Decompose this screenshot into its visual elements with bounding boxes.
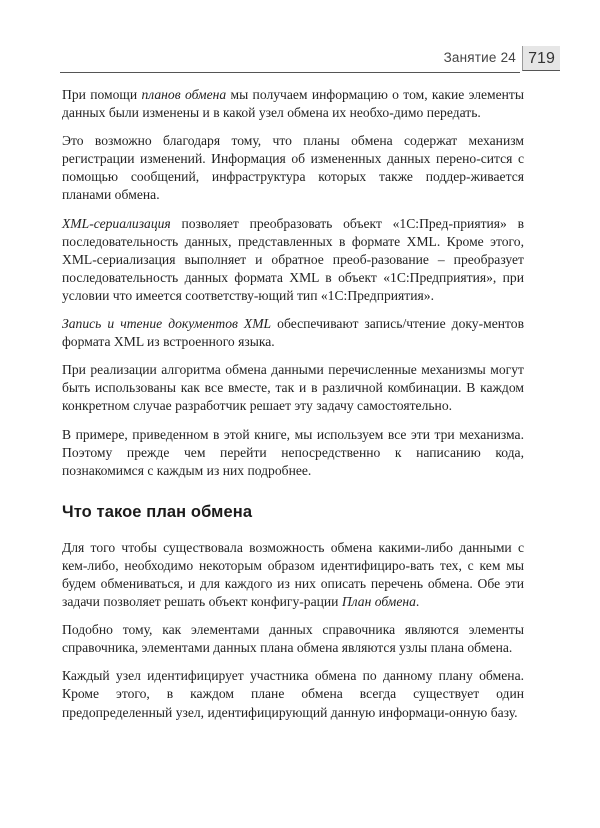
term-xml-serialization: XML-сериализация [62, 215, 171, 231]
paragraph: Это возможно благодаря тому, что планы обмена содержат механизм регистрации изменений. Информация об измененных данных перено-сится с помощью сообщений, инфраструктура которых также поддер-живается планами обмена. [62, 133, 524, 203]
section-heading: Что такое план обмена [62, 502, 253, 521]
page-content [62, 86, 524, 732]
paragraph-text: мы получаем информацию о том, какие элементы данных были изменены и в какой узел обмена их необхо-димо передать. [62, 87, 524, 121]
term-xml-read-write: Запись и чтение документов XML [62, 316, 272, 332]
page-number: 719 [522, 46, 560, 71]
paragraph-text: обеспечивают запись/чтение доку-ментов формата XML из встроенного языка. [62, 316, 524, 350]
paragraph [62, 86, 524, 122]
term-exchange-plan: План обмена [341, 594, 416, 610]
paragraph: Каждый узел идентифицирует участника обмена по данному плану обмена. Кроме этого, в каждом плане обмена всегда существует один предопределенный узел, идентифицирующий данную информаци-онную базу. [62, 668, 524, 720]
paragraph [62, 539, 524, 611]
term-exchange-plans: планов обмена [141, 87, 227, 102]
paragraph-text: . [415, 594, 420, 610]
paragraph-text: При помощи [62, 87, 142, 102]
page-header [60, 46, 560, 76]
paragraph: При реализации алгоритма обмена данными перечисленные механизмы могут быть использованы как все вместе, так и в различной комбинации. В каждом конкретном случае разработчик решает эту задачу самостоятельно. [62, 362, 524, 414]
paragraph-text: позволяет преобразовать объект «1С:Пред-приятия» в последовательность данных, представленных в формате XML. Кроме этого, XML-сериализация выполняет и обратное преоб-разование – преобразует последовательность данных формата XML в объект «1С:Предприятия», при условии что имеется соответству-ющий тип «1С:Предприятия». [62, 215, 524, 303]
paragraph: Подобно тому, как элементами данных справочника являются элементы справочника, элементами данных плана обмена являются узлы плана обмена. [62, 622, 524, 656]
paragraph [62, 215, 524, 305]
chapter-label: Занятие 24 [443, 50, 516, 65]
paragraph-text: Для того чтобы существовала возможность обмена какими-либо данными с кем-либо, необходимо некоторым образом идентифициро-вать тех, с кем мы будем обмениваться, и для каждого из них описать перечень обмена. Обе эти задачи позволяет решать объект конфигу-рации [62, 539, 524, 610]
paragraph [62, 315, 524, 351]
header-rule [60, 72, 520, 73]
paragraph: В примере, приведенном в этой книге, мы используем все эти три механизма. Поэтому прежде чем перейти непосредственно к написанию кода, познакомимся с каждым из них подробнее. [62, 426, 524, 478]
